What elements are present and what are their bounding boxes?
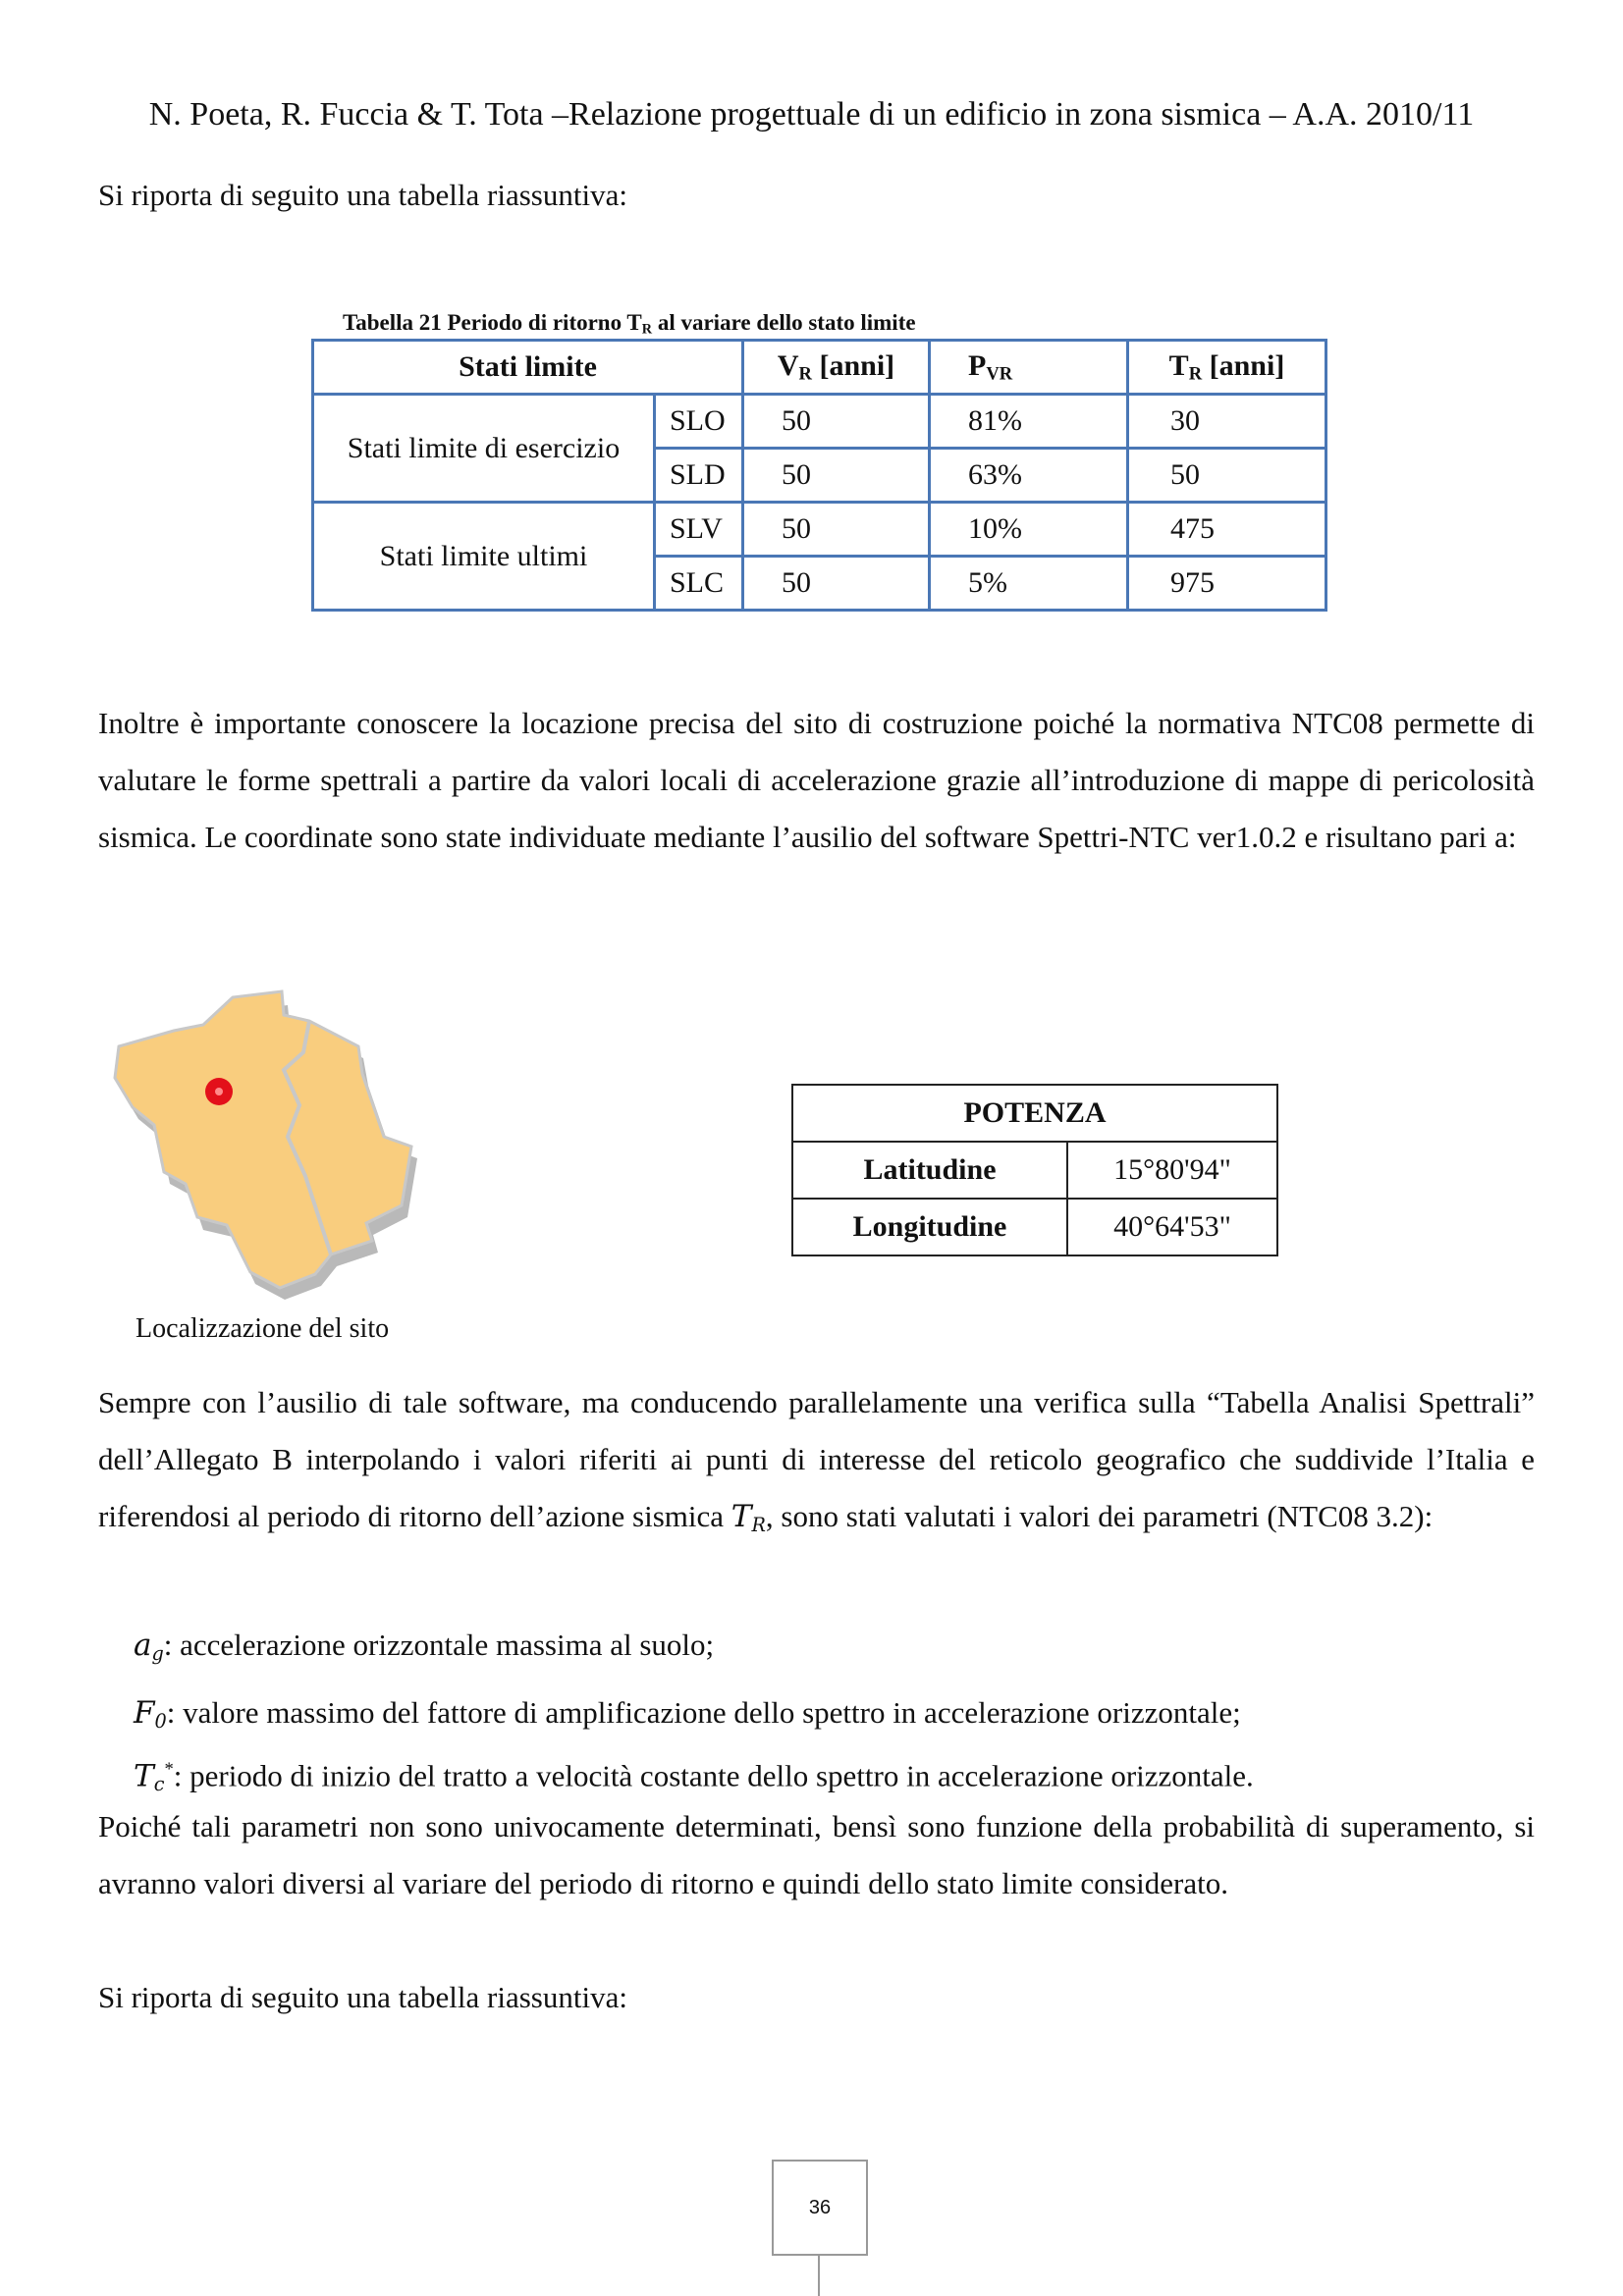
table-caption: Tabella 21 Periodo di ritorno $T_R$ al variare dello stato limite: [343, 310, 916, 338]
header-stati-limite: Stati limite: [313, 341, 743, 395]
map-caption: Localizzazione del sito: [135, 1313, 390, 1344]
param-ag: $a_g$: accelerazione orizzontale massima al suolo;: [134, 1628, 715, 1665]
longitude-label: Longitudine: [792, 1199, 1067, 1255]
paragraph-conclusion: Poiché tali parametri non sono univocamente determinati, bensì sono funzione della probabilità di superamento, si avranno valori diversi al variare del periodo di ritorno e quindi dello stato limite considerato.: [98, 1809, 1535, 1900]
header-tr: $T_R$ [anni]: [1128, 341, 1326, 395]
table-header-row: [313, 341, 1326, 395]
table-row: [313, 503, 1326, 557]
group-label: Stati limite di esercizio: [313, 395, 655, 503]
latitude-label: Latitudine: [792, 1142, 1067, 1199]
page-number: 36: [772, 2160, 868, 2256]
cell-sl: SLD: [655, 449, 743, 503]
region-shape: [115, 991, 411, 1288]
cell-vr: 50: [743, 503, 930, 557]
cell-tr: 975: [1128, 557, 1326, 611]
return-period-table: [311, 339, 1327, 612]
cell-sl: SLO: [655, 395, 743, 449]
longitude-value: 40°64'53": [1067, 1199, 1277, 1255]
table-row: [792, 1142, 1277, 1199]
header-pvr: $P_{VR}$: [930, 341, 1128, 395]
cell-pvr: 10%: [930, 503, 1128, 557]
param-tc: $T_c^*$: periodo di inizio del tratto a velocità costante dello spettro in accelerazione orizzontale.: [134, 1758, 1254, 1796]
cell-vr: 50: [743, 557, 930, 611]
cell-vr: 50: [743, 395, 930, 449]
latitude-value: 15°80'94": [1067, 1142, 1277, 1199]
outro-text: Si riporta di seguito una tabella riassuntiva:: [98, 1980, 627, 2014]
paragraph-parameters: Sempre con l’ausilio di tale software, ma conducendo parallelamente una verifica sulla “Tabella Analisi Spettrali” dell’Allegato B interpolando i valori riferiti ai punti di interesse del reticolo geografico che suddivide l’Italia e riferendosi al periodo di ritorno dell’azione sismica $T_R$, sono stati valutati i valori dei parametri (NTC08 3.2):: [98, 1385, 1535, 1536]
header-vr: $V_R$ [anni]: [743, 341, 930, 395]
cell-pvr: 81%: [930, 395, 1128, 449]
site-marker-center: [215, 1088, 223, 1095]
param-f0: $F_0$: valore massimo del fattore di amplificazione dello spettro in accelerazione orizzontale;: [134, 1695, 1241, 1733]
paragraph-location: Inoltre è importante conoscere la locazione precisa del sito di costruzione poiché la normativa NTC08 permette di valutare le forme spettrali a partire da valori locali di accelerazione grazie all’introduzione di mappe di pericolosità sismica. Le coordinate sono state individuate mediante l’ausilio del software Spettri-NTC ver1.0.2 e risultano pari a:: [98, 706, 1535, 854]
page-number-line: [818, 2254, 820, 2296]
table-row: [792, 1199, 1277, 1255]
cell-vr: 50: [743, 449, 930, 503]
coordinates-title: POTENZA: [792, 1085, 1277, 1142]
page-header: N. Poeta, R. Fuccia & T. Tota –Relazione progettuale di un edificio in zona sismica – A.A. 2010/11: [148, 96, 1475, 133]
cell-sl: SLV: [655, 503, 743, 557]
cell-tr: 475: [1128, 503, 1326, 557]
group-label: Stati limite ultimi: [313, 503, 655, 611]
table-row: [313, 395, 1326, 449]
cell-tr: 50: [1128, 449, 1326, 503]
coordinates-table: [791, 1084, 1278, 1256]
cell-sl: SLC: [655, 557, 743, 611]
region-map: [113, 989, 496, 1313]
intro-text: Si riporta di seguito una tabella riassuntiva:: [98, 178, 627, 212]
cell-tr: 30: [1128, 395, 1326, 449]
cell-pvr: 5%: [930, 557, 1128, 611]
cell-pvr: 63%: [930, 449, 1128, 503]
